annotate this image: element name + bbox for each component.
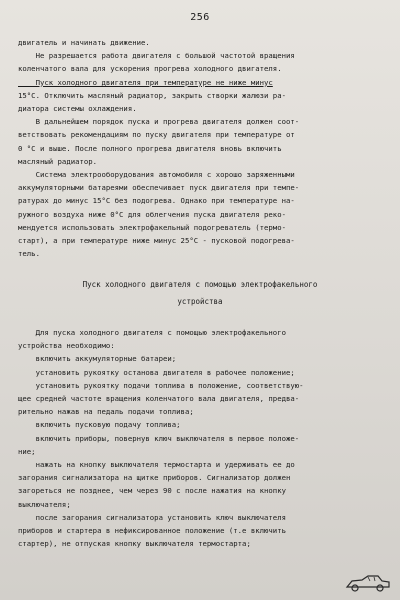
text-line: выключателя; [18,499,71,509]
list-item: нажать на кнопку выключателя термостарта и удерживать ее до [18,460,295,470]
list-item: включить аккумуляторные батареи; [18,354,177,364]
text-line: диатора системы охлаждения. [18,104,137,114]
text-line: мендуется использовать электрофакельный подогреватель (термо- [18,222,286,232]
text-line: тель. [18,249,40,259]
text-line: коленчатого вала для ускорения прогрева холодного двигателя. [18,64,282,74]
text-line: Для пуска холодного двигателя с помощью электрофакельного [18,328,286,337]
text-line: рительно нажав на педаль подачи топлива; [18,407,194,417]
text-line: Не разрешается работа двигателя с большой частотой вращения [18,51,295,61]
text-line: ветствовать рекомендациям по пуску двигателя при температуре от [18,130,295,140]
text-line: стартер), не отпуская кнопку выключателя термостарта; [18,539,251,549]
page-number: 256 [190,12,210,23]
text-line: В дальнейшем порядок пуска и прогрева двигателя должен соот- [18,117,300,127]
list-item: установить рукоятку останова двигателя в рабочее положение; [18,367,295,377]
text-line: старт), а при температуре ниже минус 25°С - пусковой подогрева- [18,236,295,246]
list-item: включить приборы, повернув ключ выключателя в первое положе- [18,433,300,443]
text-line: загорания сигнализатора на щитке приборов. Сигнализатор должен [18,473,291,483]
text-line: ние; [18,446,36,456]
section-heading [0,276,400,310]
text-line: приборов и стартера в нефиксированное положение (т.е включить [18,526,286,536]
text-line-underlined: Пуск холодного двигателя при температуре не ниже минус [18,77,273,87]
list-item: включить пусковую подачу топлива; [18,420,181,430]
text-line: щее средней частоте вращения коленчатого вала двигателя, предва- [18,394,300,404]
text-line: устройства необходимо: [18,341,115,351]
vehicle-stamp-icon [344,572,392,594]
text-line: загореться не позднее, чем через 90 с после нажатия на кнопку [18,486,286,496]
text-line: двигатель и начинать движение. [18,38,150,47]
text-line: ружного воздуха ниже 0°С для облегчения пуска двигателя реко- [18,209,286,219]
text-line: 0 °С и выше. После полного прогрева двигателя вновь включить [18,143,282,153]
text-line: ратурах до минус 15°С без подогрева. Однако при температуре на- [18,196,295,206]
section-heading-line-2: устройства [177,297,223,306]
list-item: установить рукоятку подачи топлива в положение, соответствую- [18,380,304,390]
text-line: 15°С. Отключить масляный радиатор, закрыть створки жалюзи ра- [18,90,286,100]
section-heading-line-1: Пуск холодного двигателя с помощью электрофакельного [82,280,318,289]
text-line: Система электрооборудования автомобиля с хорошо заряженными [18,170,295,180]
text-line: масляный радиатор. [18,156,98,166]
paragraph-block-2 [18,326,384,550]
list-item: после загорания сигнализатора установить ключ выключателя [18,512,286,522]
paragraph-block-1 [18,36,384,260]
text-line: аккумуляторными батареями обеспечивает пуск двигателя при темпе- [18,183,300,193]
